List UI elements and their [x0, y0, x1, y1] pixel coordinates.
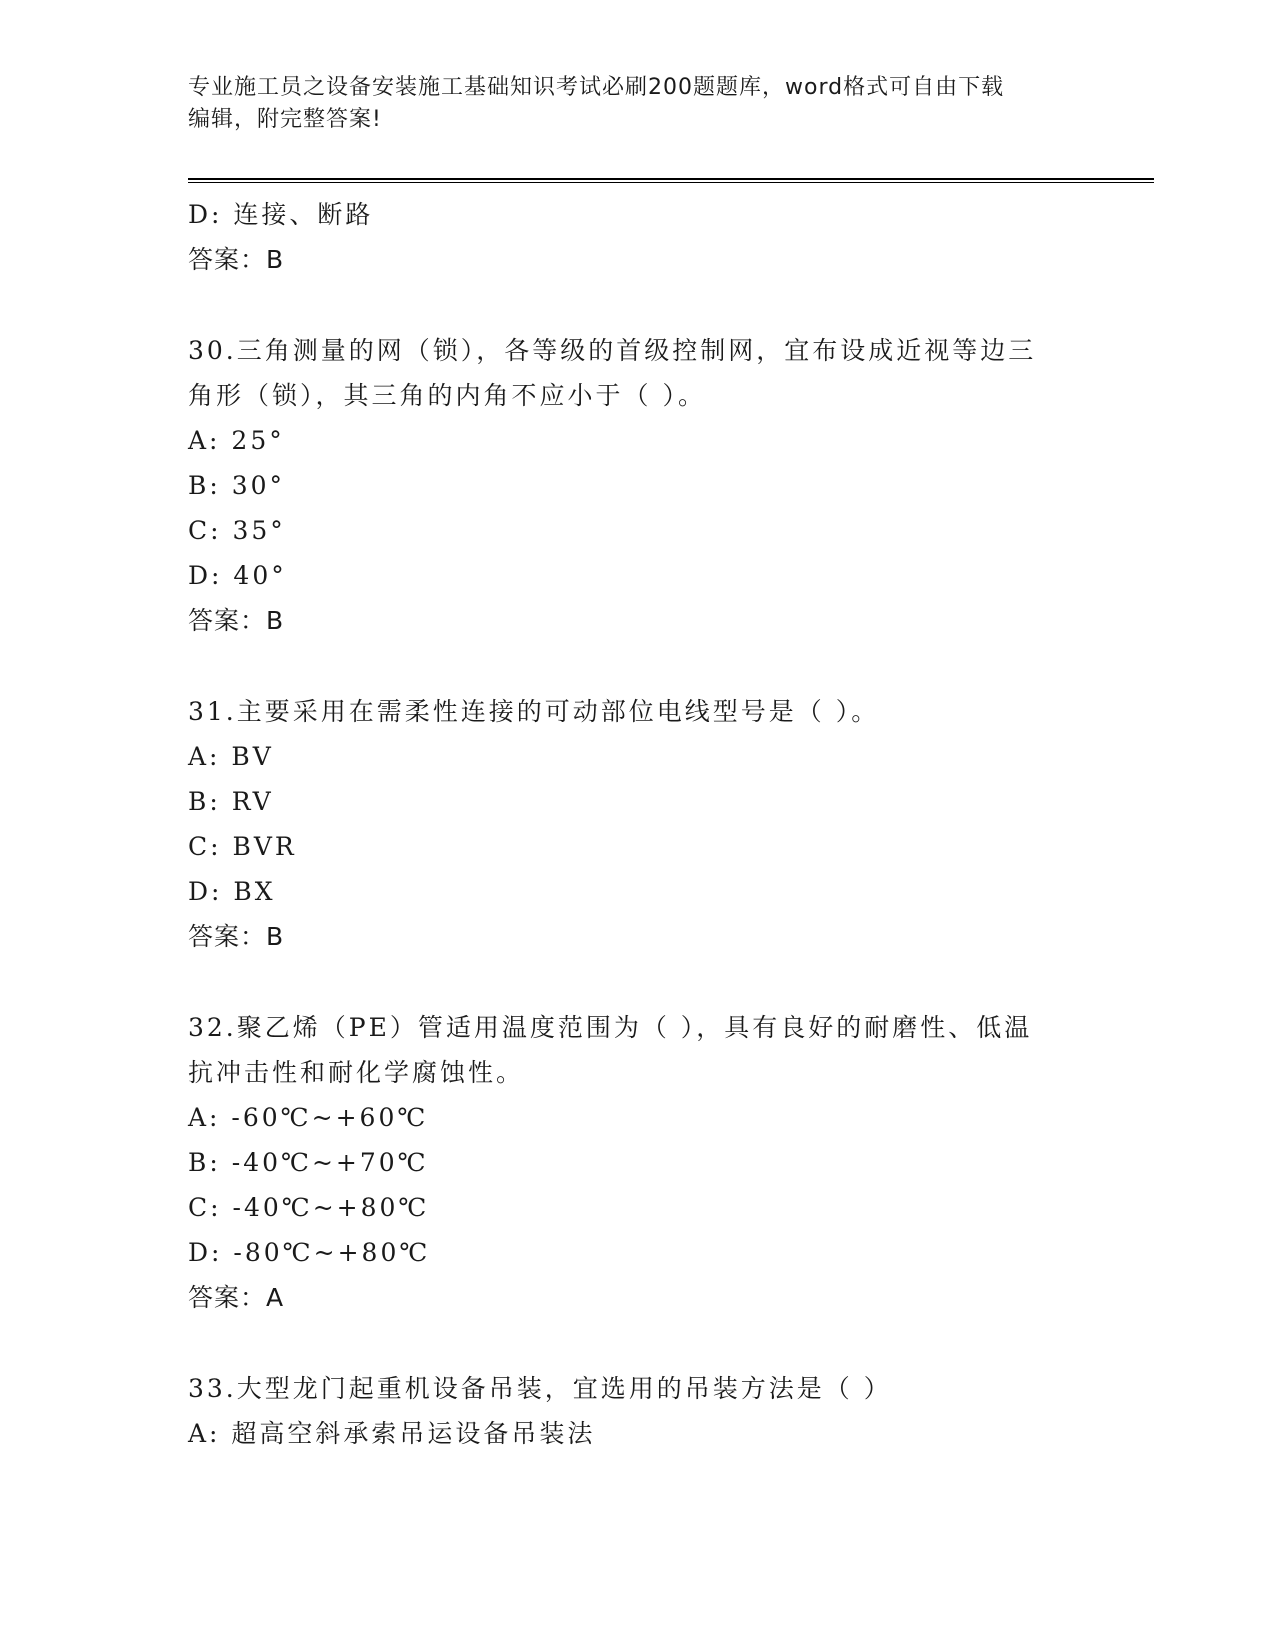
- question-stem: 30.三角测量的网（锁），各等级的首级控制网，宜布设成近视等边三: [188, 336, 1037, 365]
- question-stem: 31.主要采用在需柔性连接的可动部位电线型号是（ ）。: [188, 697, 880, 726]
- option-d: D: BX: [188, 877, 276, 906]
- answer: 答案：A: [188, 1283, 285, 1312]
- option-a: A: BV: [188, 742, 274, 771]
- spacer: [188, 959, 1088, 1005]
- option-a: A: 超高空斜承索吊运设备吊装法: [188, 1419, 596, 1448]
- option-a: A: -60℃~+60℃: [188, 1103, 429, 1132]
- option-c: C: BVR: [188, 832, 297, 861]
- answer: 答案：B: [188, 922, 285, 951]
- option-c: C: -40℃~+80℃: [188, 1193, 430, 1222]
- option-b: B: 30°: [188, 471, 286, 500]
- question-stem: 32.聚乙烯（PE）管适用温度范围为（ ），具有良好的耐磨性、低温: [188, 1013, 1033, 1042]
- option-b: B: RV: [188, 787, 274, 816]
- prev-option-d: D: 连接、断路: [188, 200, 374, 229]
- question-stem-cont: 角形（锁），其三角的内角不应小于（ ）。: [188, 381, 706, 410]
- question-stem: 33.大型龙门起重机设备吊装，宜选用的吊装方法是（ ）: [188, 1374, 892, 1403]
- option-d: D: -80℃~+80℃: [188, 1238, 431, 1267]
- spacer: [188, 1320, 1088, 1366]
- question-33: [188, 1366, 1088, 1456]
- spacer: [188, 643, 1088, 689]
- option-b: B: -40℃~+70℃: [188, 1148, 429, 1177]
- header-divider: [188, 178, 1154, 183]
- question-30: [188, 328, 1088, 643]
- question-32: [188, 1005, 1088, 1320]
- header-line-1: 专业施工员之设备安装施工基础知识考试必刷200题题库，word格式可自由下载: [188, 75, 1005, 100]
- prev-answer: 答案：B: [188, 245, 285, 274]
- spacer: [188, 282, 1088, 328]
- question-content: [188, 192, 1088, 1456]
- option-d: D: 40°: [188, 561, 287, 590]
- question-31: [188, 689, 1088, 959]
- option-a: A: 25°: [188, 426, 285, 455]
- header-line-2: 编辑，附完整答案!: [188, 107, 382, 132]
- question-stem-cont: 抗冲击性和耐化学腐蚀性。: [188, 1058, 525, 1087]
- document-header: [188, 72, 1088, 136]
- option-c: C: 35°: [188, 516, 286, 545]
- answer: 答案：B: [188, 606, 285, 635]
